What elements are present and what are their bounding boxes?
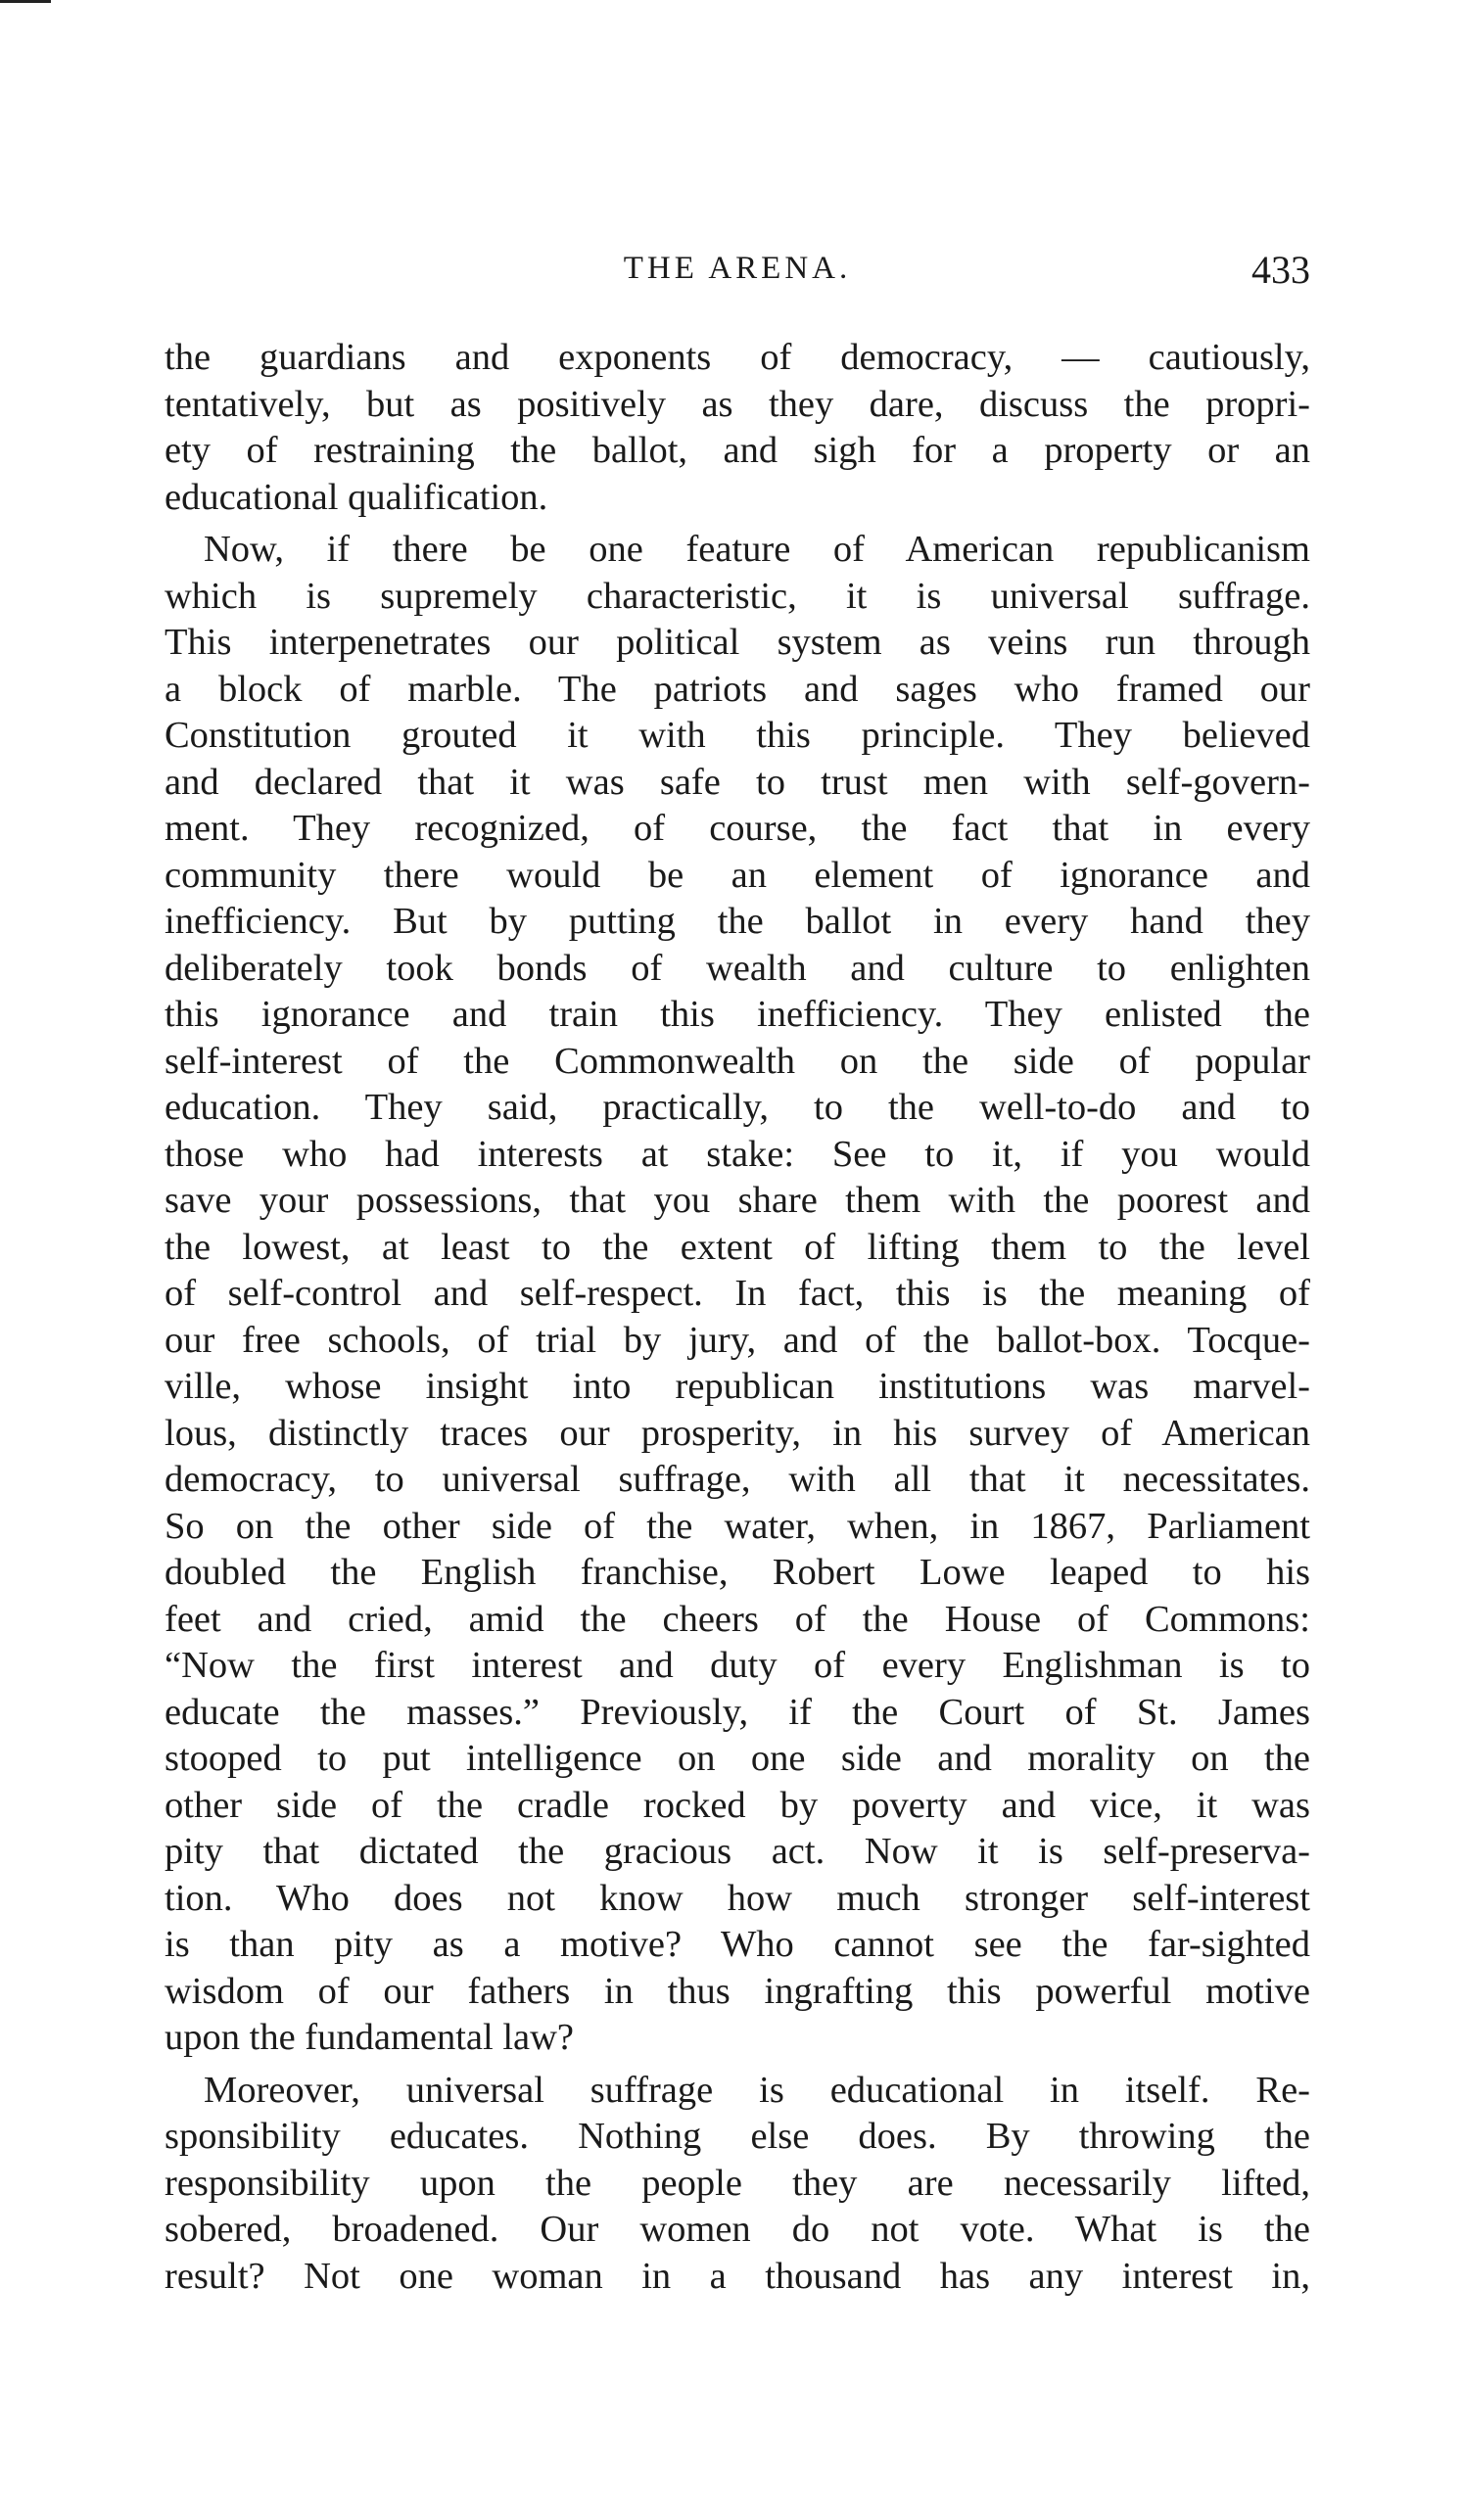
text-line: responsibility upon the people they are necessarily lifted, [165,2162,1310,2204]
text-line: the lowest, at least to the extent of lifting them to the level [165,1226,1310,1268]
text-line: pity that dictated the gracious act. Now it is self-preserva- [165,1831,1310,1872]
text-line: and declared that it was safe to trust men with self-govern- [165,761,1310,803]
text-line: democracy, to universal suffrage, with all that it necessitates. [165,1459,1310,1500]
text-line: which is supremely characteristic, it is universal suffrage. [165,575,1310,617]
text-line: community there would be an element of ignorance and [165,854,1310,896]
scan-edge-mark [0,0,51,3]
text-line: educational qualification. [165,476,548,518]
text-line: sponsibility educates. Nothing else does. By throwing the [165,2116,1310,2157]
text-line: self-interest of the Commonwealth on the side of popular [165,1040,1310,1082]
text-line: of self-control and self-respect. In fact, this is the meaning of [165,1273,1310,1314]
body-text [165,335,1310,2300]
text-line: the guardians and exponents of democracy, — cautiously, [165,337,1310,378]
text-line: feet and cried, amid the cheers of the House of Commons: [165,1598,1310,1640]
page-number: 433 [1251,248,1310,292]
text-line: ety of restraining the ballot, and sigh for a property or an [165,430,1310,471]
text-line: stooped to put intelligence on one side and morality on the [165,1738,1310,1779]
paragraph-3 [165,2068,1310,2301]
paragraph-1 [165,335,1310,521]
text-line: wisdom of our fathers in thus ingrafting this powerful motive [165,1970,1310,2012]
text-line: is than pity as a motive? Who cannot see the far-sighted [165,1924,1310,1965]
text-line: ville, whose insight into republican institutions was marvel- [165,1366,1310,1407]
text-line: doubled the English franchise, Robert Lowe leaped to his [165,1552,1310,1593]
text-line: This interpenetrates our political system as veins run through [165,622,1310,663]
text-line: “Now the first interest and duty of every Englishman is to [165,1645,1310,1686]
text-line: educate the masses.” Previously, if the Court of St. James [165,1691,1310,1733]
text-line: sobered, broadened. Our women do not vote. What is the [165,2209,1310,2250]
text-line: education. They said, practically, to the well-to-do and to [165,1087,1310,1128]
text-line: save your possessions, that you share them with the poorest and [165,1180,1310,1221]
text-line: result? Not one woman in a thousand has any interest in, [165,2255,1310,2297]
text-line: Constitution grouted it with this principle. They believed [165,715,1310,756]
text-line: lous, distinctly traces our prosperity, in his survey of American [165,1412,1310,1454]
text-line: other side of the cradle rocked by poverty and vice, it was [165,1784,1310,1826]
running-title: THE ARENA. [623,251,852,286]
text-line: inefficiency. But by putting the ballot in every hand they [165,901,1310,942]
text-line: Now, if there be one feature of American republicanism [204,529,1310,570]
text-line: upon the fundamental law? [165,2017,575,2058]
text-line: this ignorance and train this inefficiency. They enlisted the [165,994,1310,1035]
text-line: our free schools, of trial by jury, and of the ballot-box. Tocque- [165,1319,1310,1361]
text-line: a block of marble. The patriots and sages who framed our [165,668,1310,710]
text-line: tion. Who does not know how much stronger self-interest [165,1877,1310,1919]
running-head [165,248,1310,300]
text-line: So on the other side of the water, when, in 1867, Parliament [165,1505,1310,1547]
text-line: tentatively, but as positively as they dare, discuss the propri- [165,383,1310,425]
text-line: Moreover, universal suffrage is educational in itself. Re- [204,2069,1310,2111]
text-line: ment. They recognized, of course, the fact that in every [165,808,1310,849]
paragraph-2 [165,527,1310,2062]
text-line: those who had interests at stake: See to it, if you would [165,1133,1310,1175]
text-line: deliberately took bonds of wealth and culture to enlighten [165,947,1310,989]
